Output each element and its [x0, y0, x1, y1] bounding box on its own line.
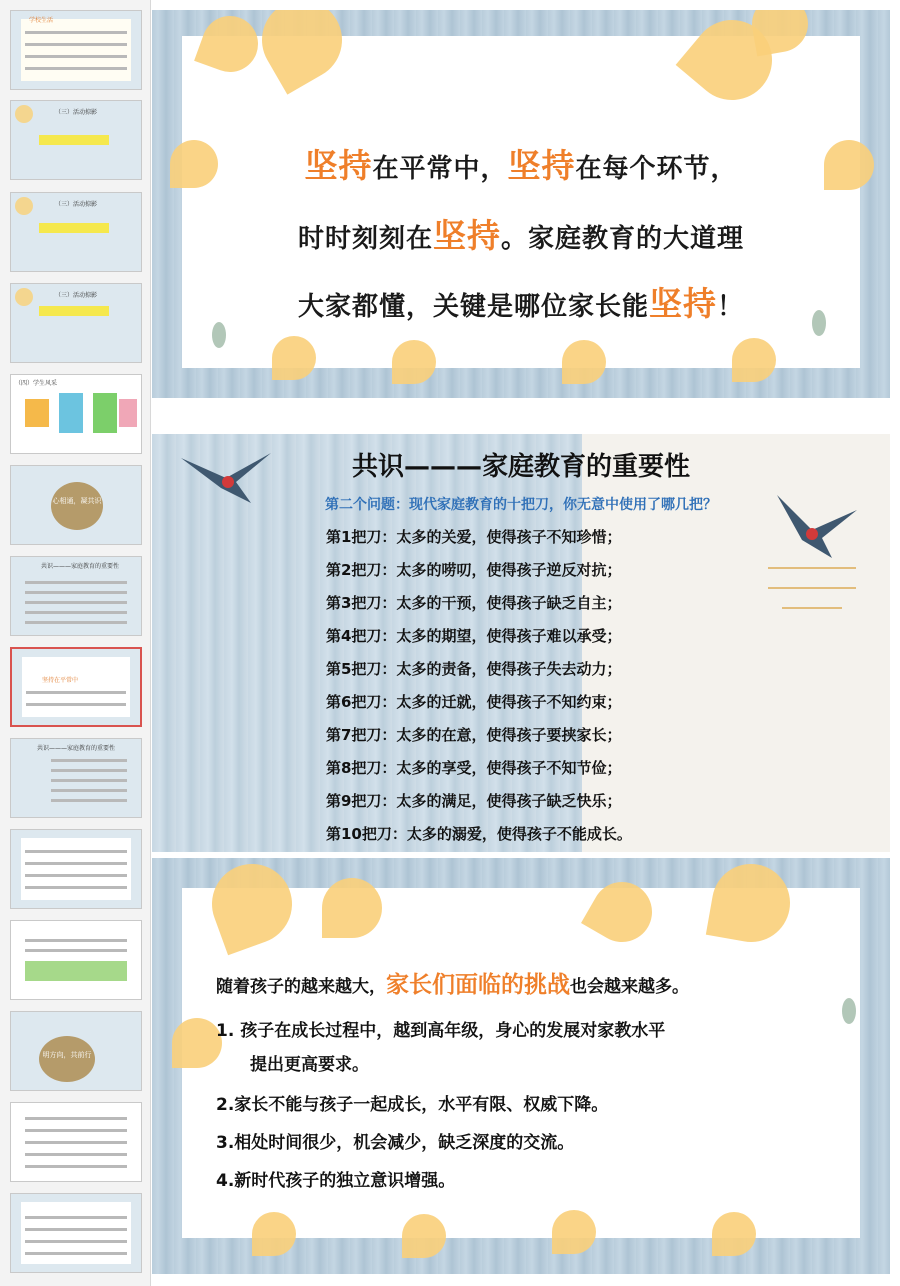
flower-decoration: [392, 340, 436, 384]
thumbnail-title: （三）活动掠影: [55, 292, 98, 299]
knife-item: 第9把刀：太多的满足，使得孩子缺乏快乐；: [326, 792, 622, 810]
flower-decoration: [252, 1212, 296, 1256]
slide-thumbnail-6[interactable]: [10, 465, 142, 545]
slide-thumbnail-14[interactable]: [10, 1193, 142, 1273]
slide-thumbnail-12[interactable]: [10, 1011, 142, 1091]
knife-item: 第3把刀：太多的干预，使得孩子缺乏自主；: [326, 594, 622, 612]
slide-thumbnail-1[interactable]: [10, 10, 142, 90]
thumbnail-title: （四）学生风采: [15, 380, 58, 387]
slide-thumbnail-panel: [0, 0, 151, 1286]
thumbnail-title: 明方向，共前行: [42, 1051, 92, 1059]
slide-parent-challenges[interactable]: [152, 858, 890, 1274]
flower-decoration: [322, 878, 382, 938]
flower-decoration: [272, 336, 316, 380]
slide-thumbnail-3[interactable]: [10, 192, 142, 272]
knife-item: 第10把刀：太多的溺爱，使得孩子不能成长。: [326, 825, 632, 843]
slide1-line1: 坚持在平常中，坚持在每个环节，: [304, 146, 738, 185]
slide3-intro: 随着孩子的越来越大，家长们面临的挑战也会越来越多。: [216, 972, 689, 998]
flower-decoration: [402, 1214, 446, 1258]
slide-ten-knives[interactable]: [152, 434, 890, 852]
thumbnail-title: 坚持在平常中: [42, 677, 79, 684]
challenge-point-1-continued: 提出更高要求。: [250, 1055, 369, 1075]
slide-thumbnail-2[interactable]: [10, 100, 142, 180]
knife-item: 第8把刀：太多的享受，使得孩子不知节俭；: [326, 759, 622, 777]
thumbnail-title: （三）活动掠影: [55, 109, 98, 116]
scroll-decoration-icon: [762, 558, 862, 634]
thumbnail-title: （三）活动掠影: [55, 201, 98, 208]
slide2-subtitle: 第二个问题：现代家庭教育的十把刀，你无意中使用了哪几把？: [325, 497, 717, 513]
flower-decoration: [172, 1018, 222, 1068]
slide-thumbnail-9[interactable]: [10, 738, 142, 818]
thumbnail-title: 共识———家庭教育的重要性: [37, 745, 116, 752]
knife-item: 第4把刀：太多的期望，使得孩子难以承受；: [326, 627, 622, 645]
challenge-point-4: 4.新时代孩子的独立意识增强。: [216, 1171, 456, 1191]
thumbnail-title: 学校生活: [29, 17, 54, 24]
flower-decoration: [552, 1210, 596, 1254]
slide-thumbnail-4[interactable]: [10, 283, 142, 363]
flower-decoration: [732, 338, 776, 382]
slide-thumbnail-11[interactable]: [10, 920, 142, 1000]
slide-thumbnail-5[interactable]: [10, 374, 142, 454]
leaf-decoration: [212, 322, 226, 348]
slide-thumbnail-8[interactable]: [10, 647, 142, 727]
thumbnail-title: 共识———家庭教育的重要性: [41, 563, 120, 570]
slide-thumbnail-7[interactable]: [10, 556, 142, 636]
challenge-point-1: 1. 孩子在成长过程中，越到高年级，身心的发展对家教水平: [216, 1021, 666, 1041]
slide-thumbnail-13[interactable]: [10, 1102, 142, 1182]
knife-item: 第1把刀：太多的关爱，使得孩子不知珍惜；: [326, 528, 622, 546]
knife-item: 第6把刀：太多的迁就，使得孩子不知约束；: [326, 693, 622, 711]
slide-persistence[interactable]: [152, 10, 890, 398]
flower-decoration: [562, 340, 606, 384]
slide1-line2: 时时刻刻在坚持。家庭教育的大道理: [297, 216, 745, 255]
challenge-point-2: 2.家长不能与孩子一起成长，水平有限、权威下降。: [216, 1095, 609, 1115]
flower-decoration: [712, 1212, 756, 1256]
slide1-line3: 大家都懂，关键是哪位家长能坚持！: [297, 284, 745, 323]
knife-item: 第2把刀：太多的唠叨，使得孩子逆反对抗；: [326, 561, 622, 579]
leaf-decoration: [842, 998, 856, 1024]
challenge-point-3: 3.相处时间很少，机会减少，缺乏深度的交流。: [216, 1133, 575, 1153]
knife-item: 第7把刀：太多的在意，使得孩子要挟家长；: [326, 726, 622, 744]
slide-thumbnail-10[interactable]: [10, 829, 142, 909]
knife-item: 第5把刀：太多的责备，使得孩子失去动力；: [326, 660, 622, 678]
slide2-title: 共识———家庭教育的重要性: [351, 452, 690, 482]
thumbnail-title: 心相通，凝共识: [52, 497, 102, 505]
